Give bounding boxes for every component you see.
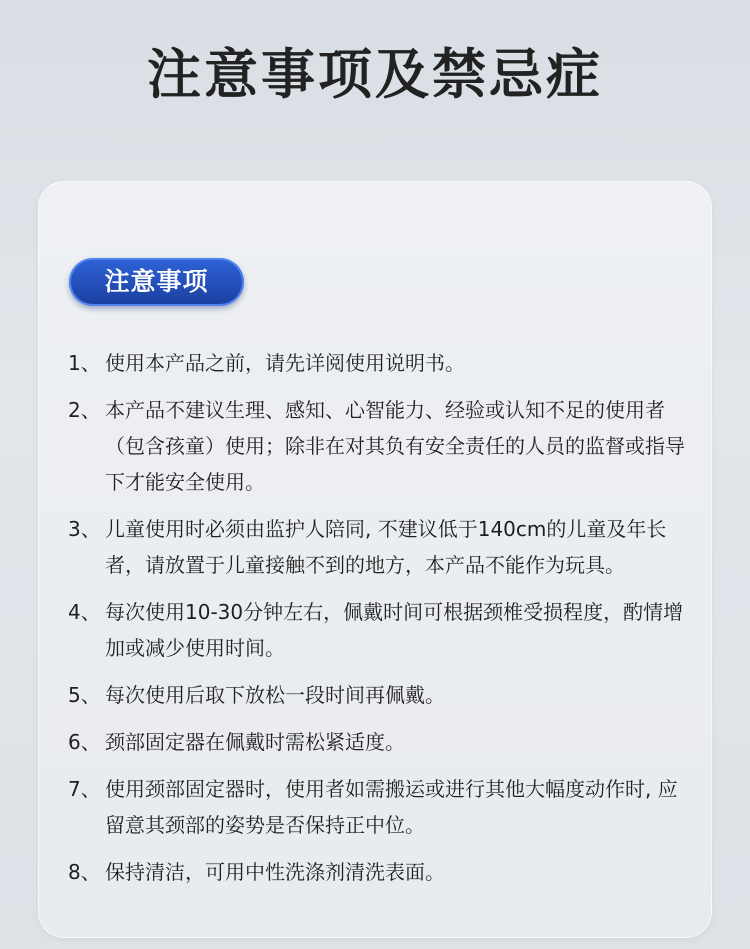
list-item <box>68 511 696 583</box>
item-number: 8、 <box>68 860 101 884</box>
list-item <box>68 854 696 890</box>
item-text: 保持清洁，可用中性洗涤剂清洗表面。 <box>105 860 445 884</box>
list-item <box>68 724 696 760</box>
item-text: 使用本产品之前，请先详阅使用说明书。 <box>105 351 465 375</box>
list-item <box>68 392 696 500</box>
item-number: 6、 <box>68 730 101 754</box>
item-number: 2、 <box>68 398 101 422</box>
item-number: 1、 <box>68 351 101 375</box>
item-text: 儿童使用时必须由监护人陪同, 不建议低于140cm的儿童及年长者，请放置于儿童接触不到的地方，本产品不能作为玩具。 <box>105 517 667 577</box>
item-text: 本产品不建议生理、感知、心智能力、经验或认知不足的使用者（包含孩童）使用；除非在对其负有安全责任的人员的监督或指导下才能安全使用。 <box>105 398 685 494</box>
list-item <box>68 677 696 713</box>
item-text: 每次使用10-30分钟左右，佩戴时间可根据颈椎受损程度，酌情增加或减少使用时间。 <box>105 600 684 660</box>
section-badge: 注意事项 <box>69 258 244 306</box>
item-number: 4、 <box>68 600 101 624</box>
list-item <box>68 771 696 843</box>
page-title: 注意事项及禁忌症 <box>147 43 603 106</box>
item-text: 使用颈部固定器时，使用者如需搬运或进行其他大幅度动作时, 应留意其颈部的姿势是否保持正中位。 <box>105 777 678 837</box>
list-item <box>68 594 696 666</box>
item-number: 3、 <box>68 517 101 541</box>
item-number: 7、 <box>68 777 101 801</box>
item-text: 颈部固定器在佩戴时需松紧适度。 <box>105 730 405 754</box>
item-text: 每次使用后取下放松一段时间再佩戴。 <box>105 683 445 707</box>
notice-list <box>68 345 696 901</box>
item-number: 5、 <box>68 683 101 707</box>
list-item <box>68 345 696 381</box>
